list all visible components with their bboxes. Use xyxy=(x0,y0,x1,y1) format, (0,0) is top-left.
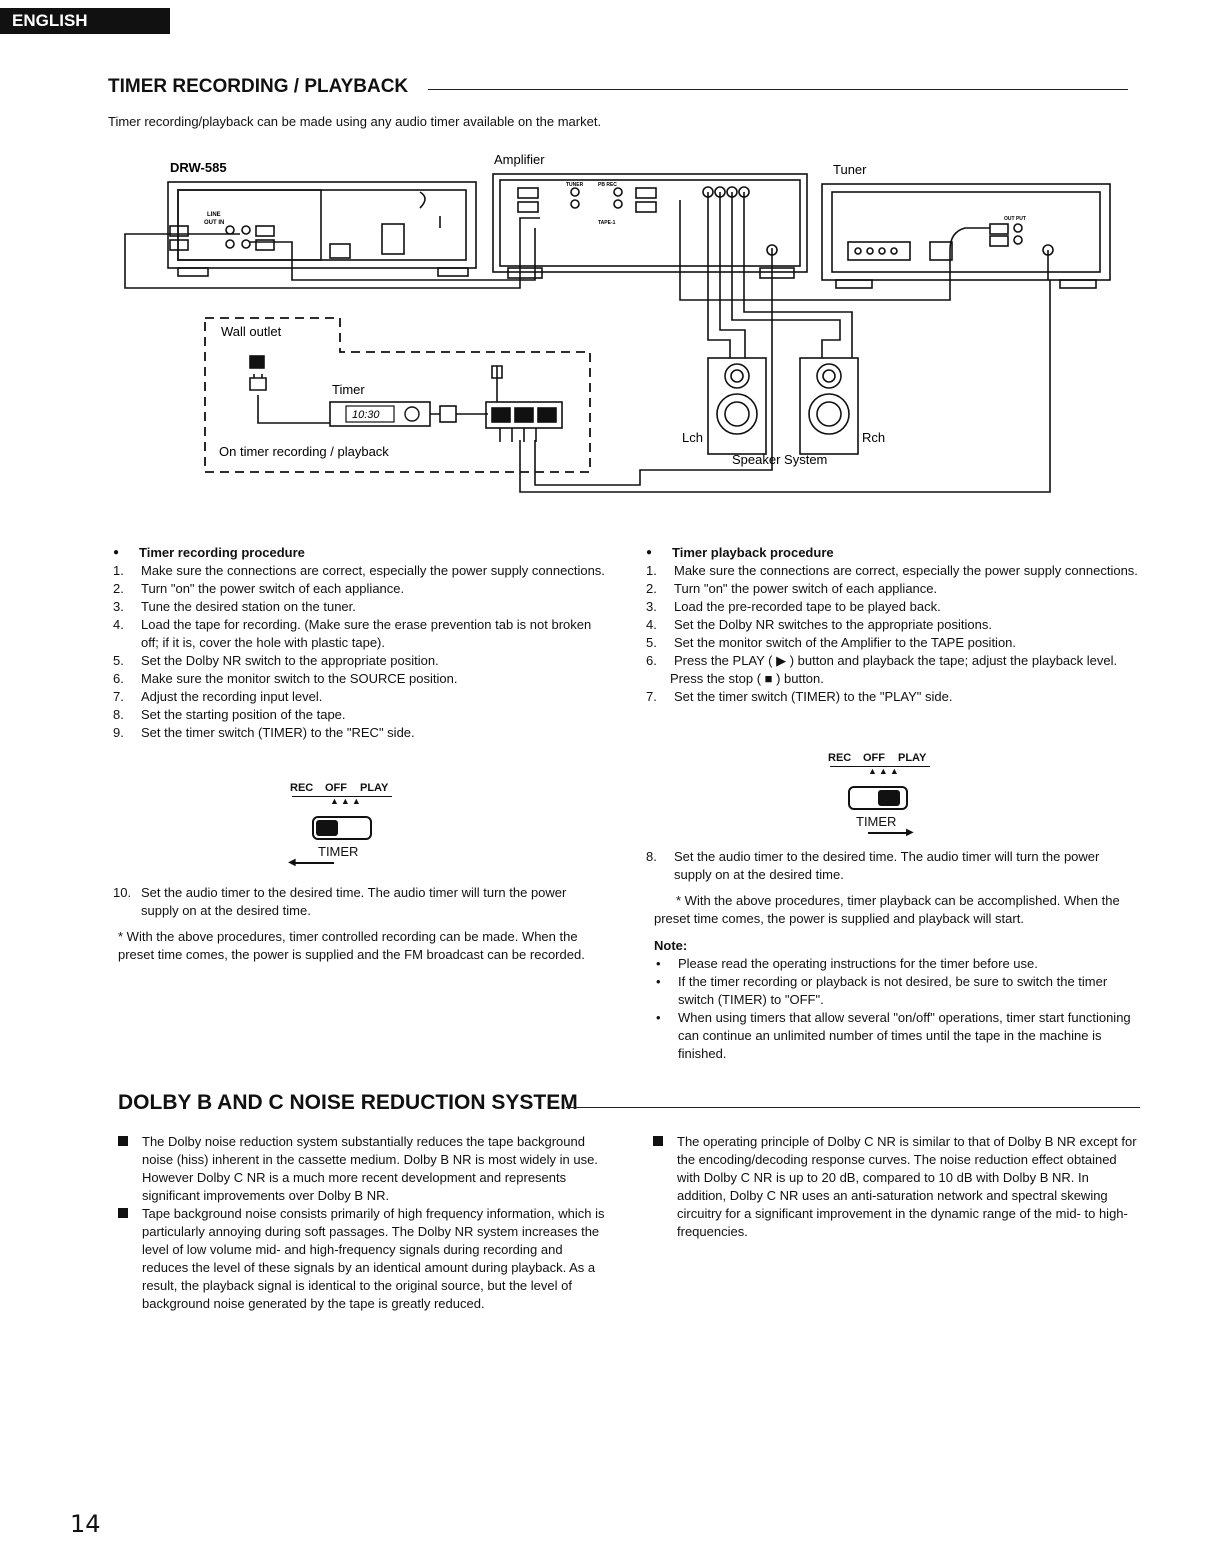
playback-step-6: 6. Press the PLAY ( ▶ ) button and playback the tape; adjust the playback level. xyxy=(646,653,1118,668)
switch-timer-label: TIMER xyxy=(318,844,359,859)
recording-step-6: 6. Make sure the monitor switch to the SOURCE position. xyxy=(113,671,458,686)
speaker-right xyxy=(800,358,858,454)
recording-step-8: 8. Set the starting position of the tape. xyxy=(113,707,346,722)
timer-display: 10:30 xyxy=(352,409,380,421)
recording-step-2: 2. Turn "on" the power switch of each appliance. xyxy=(113,581,405,596)
recording-step-10: 10. Set the audio timer to the desired time. The audio timer will turn the power supply on at the desired time. xyxy=(113,885,567,918)
playback-step-3: 3. Load the pre-recorded tape to be played back. xyxy=(646,599,941,614)
recording-step-1: 1. Make sure the connections are correct, especially the power supply connections. xyxy=(113,563,605,578)
note-item: • When using timers that allow several "on/off" operations, timer start functioning can continue an unlimited number of times until the tape in the machine is finished. xyxy=(654,1009,1140,1063)
playback-notes xyxy=(654,937,1140,1063)
line-jack-label: LINE xyxy=(207,212,221,218)
wall-outlet-label: Wall outlet xyxy=(221,324,282,339)
output-jack-label: OUT PUT xyxy=(1004,216,1026,222)
recording-step-4: 4. Load the tape for recording. (Make sure the erase prevention tab is not broken off; if it is, cover the hole with plastic tape). xyxy=(113,617,592,650)
switch-play-label: PLAY xyxy=(360,782,389,794)
recording-step-3: 3. Tune the desired station on the tuner. xyxy=(113,599,356,614)
rch-label: Rch xyxy=(862,430,886,445)
pb-rec-jack-label: PB REC xyxy=(598,182,617,188)
speaker-left xyxy=(708,358,766,454)
switch-play-label: PLAY xyxy=(898,752,927,764)
playback-step-5: 5. Set the monitor switch of the Amplifier to the TAPE position. xyxy=(646,635,1017,650)
tape1-jack-label: TAPE-1 xyxy=(598,220,616,226)
intro-text: Timer recording/playback can be made using any audio timer available on the market. xyxy=(108,114,602,129)
note-title: Note: xyxy=(654,938,688,953)
title-rule xyxy=(428,89,1128,90)
dolby-paragraph-3: The operating principle of Dolby C NR is similar to that of Dolby B NR except for the encoding/decoding response curves. The noise reduction effect obtained with Dolby C NR is up to 20 dB, compared to 10 dB with Dolby B NR. In addition, Dolby C NR uses an anti-saturation network and spectral skewing circuitry for a significant improvement in the dynamic range of the mid- to high-frequencies. xyxy=(653,1133,1141,1241)
title-rule xyxy=(566,1107,1140,1108)
timer-label: Timer xyxy=(332,382,365,397)
out-in-jack-label: OUT IN xyxy=(204,220,225,226)
tuner-jack-label: TUNER xyxy=(566,182,584,188)
playback-step-8: 8. Set the audio timer to the desired time. The audio timer will turn the power supply on at the desired time. xyxy=(646,849,1100,882)
recording-step-9: 9. Set the timer switch (TIMER) to the "REC" side. xyxy=(113,725,415,740)
tuner-unit xyxy=(822,184,1110,280)
switch-timer-label: TIMER xyxy=(856,814,897,829)
switch-off-label: OFF xyxy=(863,752,885,764)
playback-footnote: * With the above procedures, timer playback can be accomplished. When the preset time comes, the power is supplied and playback will start. xyxy=(654,893,1120,926)
playback-step6-extra: Press the stop ( ■ ) button. xyxy=(670,671,824,686)
page-number: 14 xyxy=(70,1510,101,1538)
playback-step-2: 2. Turn "on" the power switch of each appliance. xyxy=(646,581,938,596)
play-timer-switch: REC OFF PLAY ▲▲▲ TIMER ▶ xyxy=(828,752,938,834)
dolby-paragraph-1: The Dolby noise reduction system substantially reduces the tape background noise (hiss) inherent in the cassette medium. Dolby B NR is most widely in use. However Dolby C NR is a much more recent development and represents significant improvements over Dolby B NR. xyxy=(118,1133,608,1205)
recording-step-5: 5. Set the Dolby NR switch to the appropriate position. xyxy=(113,653,439,668)
note-item: • Please read the operating instructions for the timer before use. xyxy=(654,955,1140,973)
drw-585-label: DRW-585 xyxy=(170,160,227,175)
playback-step-4: 4. Set the Dolby NR switches to the appropriate positions. xyxy=(646,617,992,632)
section-title-dolby: DOLBY B AND C NOISE REDUCTION SYSTEM xyxy=(118,1091,578,1114)
playback-procedure: ● Timer playback procedure 1. Make sure the connections are correct, especially the power supply connections. 2. Turn "on" the power switch of each appliance. 3. Load the pre-recorded tape to be played back. 4. Set the Dolby NR switches to the appropriate positions. 5. Set the monitor switch of the Amplifier to the TAPE position. 6. Press the PLAY ( ▶ ) button and playback the tape; adjust the playback level. Press the stop ( ■ ) button. 7. Set the timer switch (TIMER) to the "PLAY" side. xyxy=(646,544,1140,706)
section-title-timer: TIMER RECORDING / PLAYBACK xyxy=(108,76,409,97)
playback-heading: ● Timer playback procedure xyxy=(646,544,1140,562)
connection-diagram xyxy=(0,140,1216,505)
dolby-right-column xyxy=(653,1133,1141,1241)
on-timer-label: On timer recording / playback xyxy=(219,444,389,459)
recording-footnote: * With the above procedures, timer controlled recording can be made. When the preset time comes, the power is supplied and the FM broadcast can be recorded. xyxy=(118,929,585,962)
switch-rec-label: REC xyxy=(828,752,852,764)
switch-off-label: OFF xyxy=(325,782,347,794)
rec-timer-switch: REC OFF PLAY ▲▲▲ TIMER ◀ xyxy=(290,782,400,862)
language-tab: ENGLISH xyxy=(0,8,170,34)
lch-label: Lch xyxy=(682,430,703,445)
recording-step-7: 7. Adjust the recording input level. xyxy=(113,689,323,704)
speaker-system-label: Speaker System xyxy=(732,452,828,467)
dolby-left-column xyxy=(118,1133,608,1313)
dolby-paragraph-2: Tape background noise consists primarily of high frequency information, which is particularly annoying during soft passages. The Dolby NR system increases the level of low volume mid- and high-frequency signals during recording and reduces the level of these signals by an identical amount during playback. As a result, the playback signal is identical to the original source, but the level of background noise generated by the tape is greatly reduced. xyxy=(118,1205,608,1313)
recording-procedure xyxy=(113,544,607,742)
tuner-label: Tuner xyxy=(833,162,867,177)
switch-rec-label: REC xyxy=(290,782,314,794)
recording-heading: ● Timer recording procedure xyxy=(113,544,607,562)
amplifier-label: Amplifier xyxy=(494,152,545,167)
playback-step-1: 1. Make sure the connections are correct, especially the power supply connections. xyxy=(646,563,1138,578)
note-item: • If the timer recording or playback is not desired, be sure to switch the timer switch (TIMER) to "OFF". xyxy=(654,973,1140,1009)
